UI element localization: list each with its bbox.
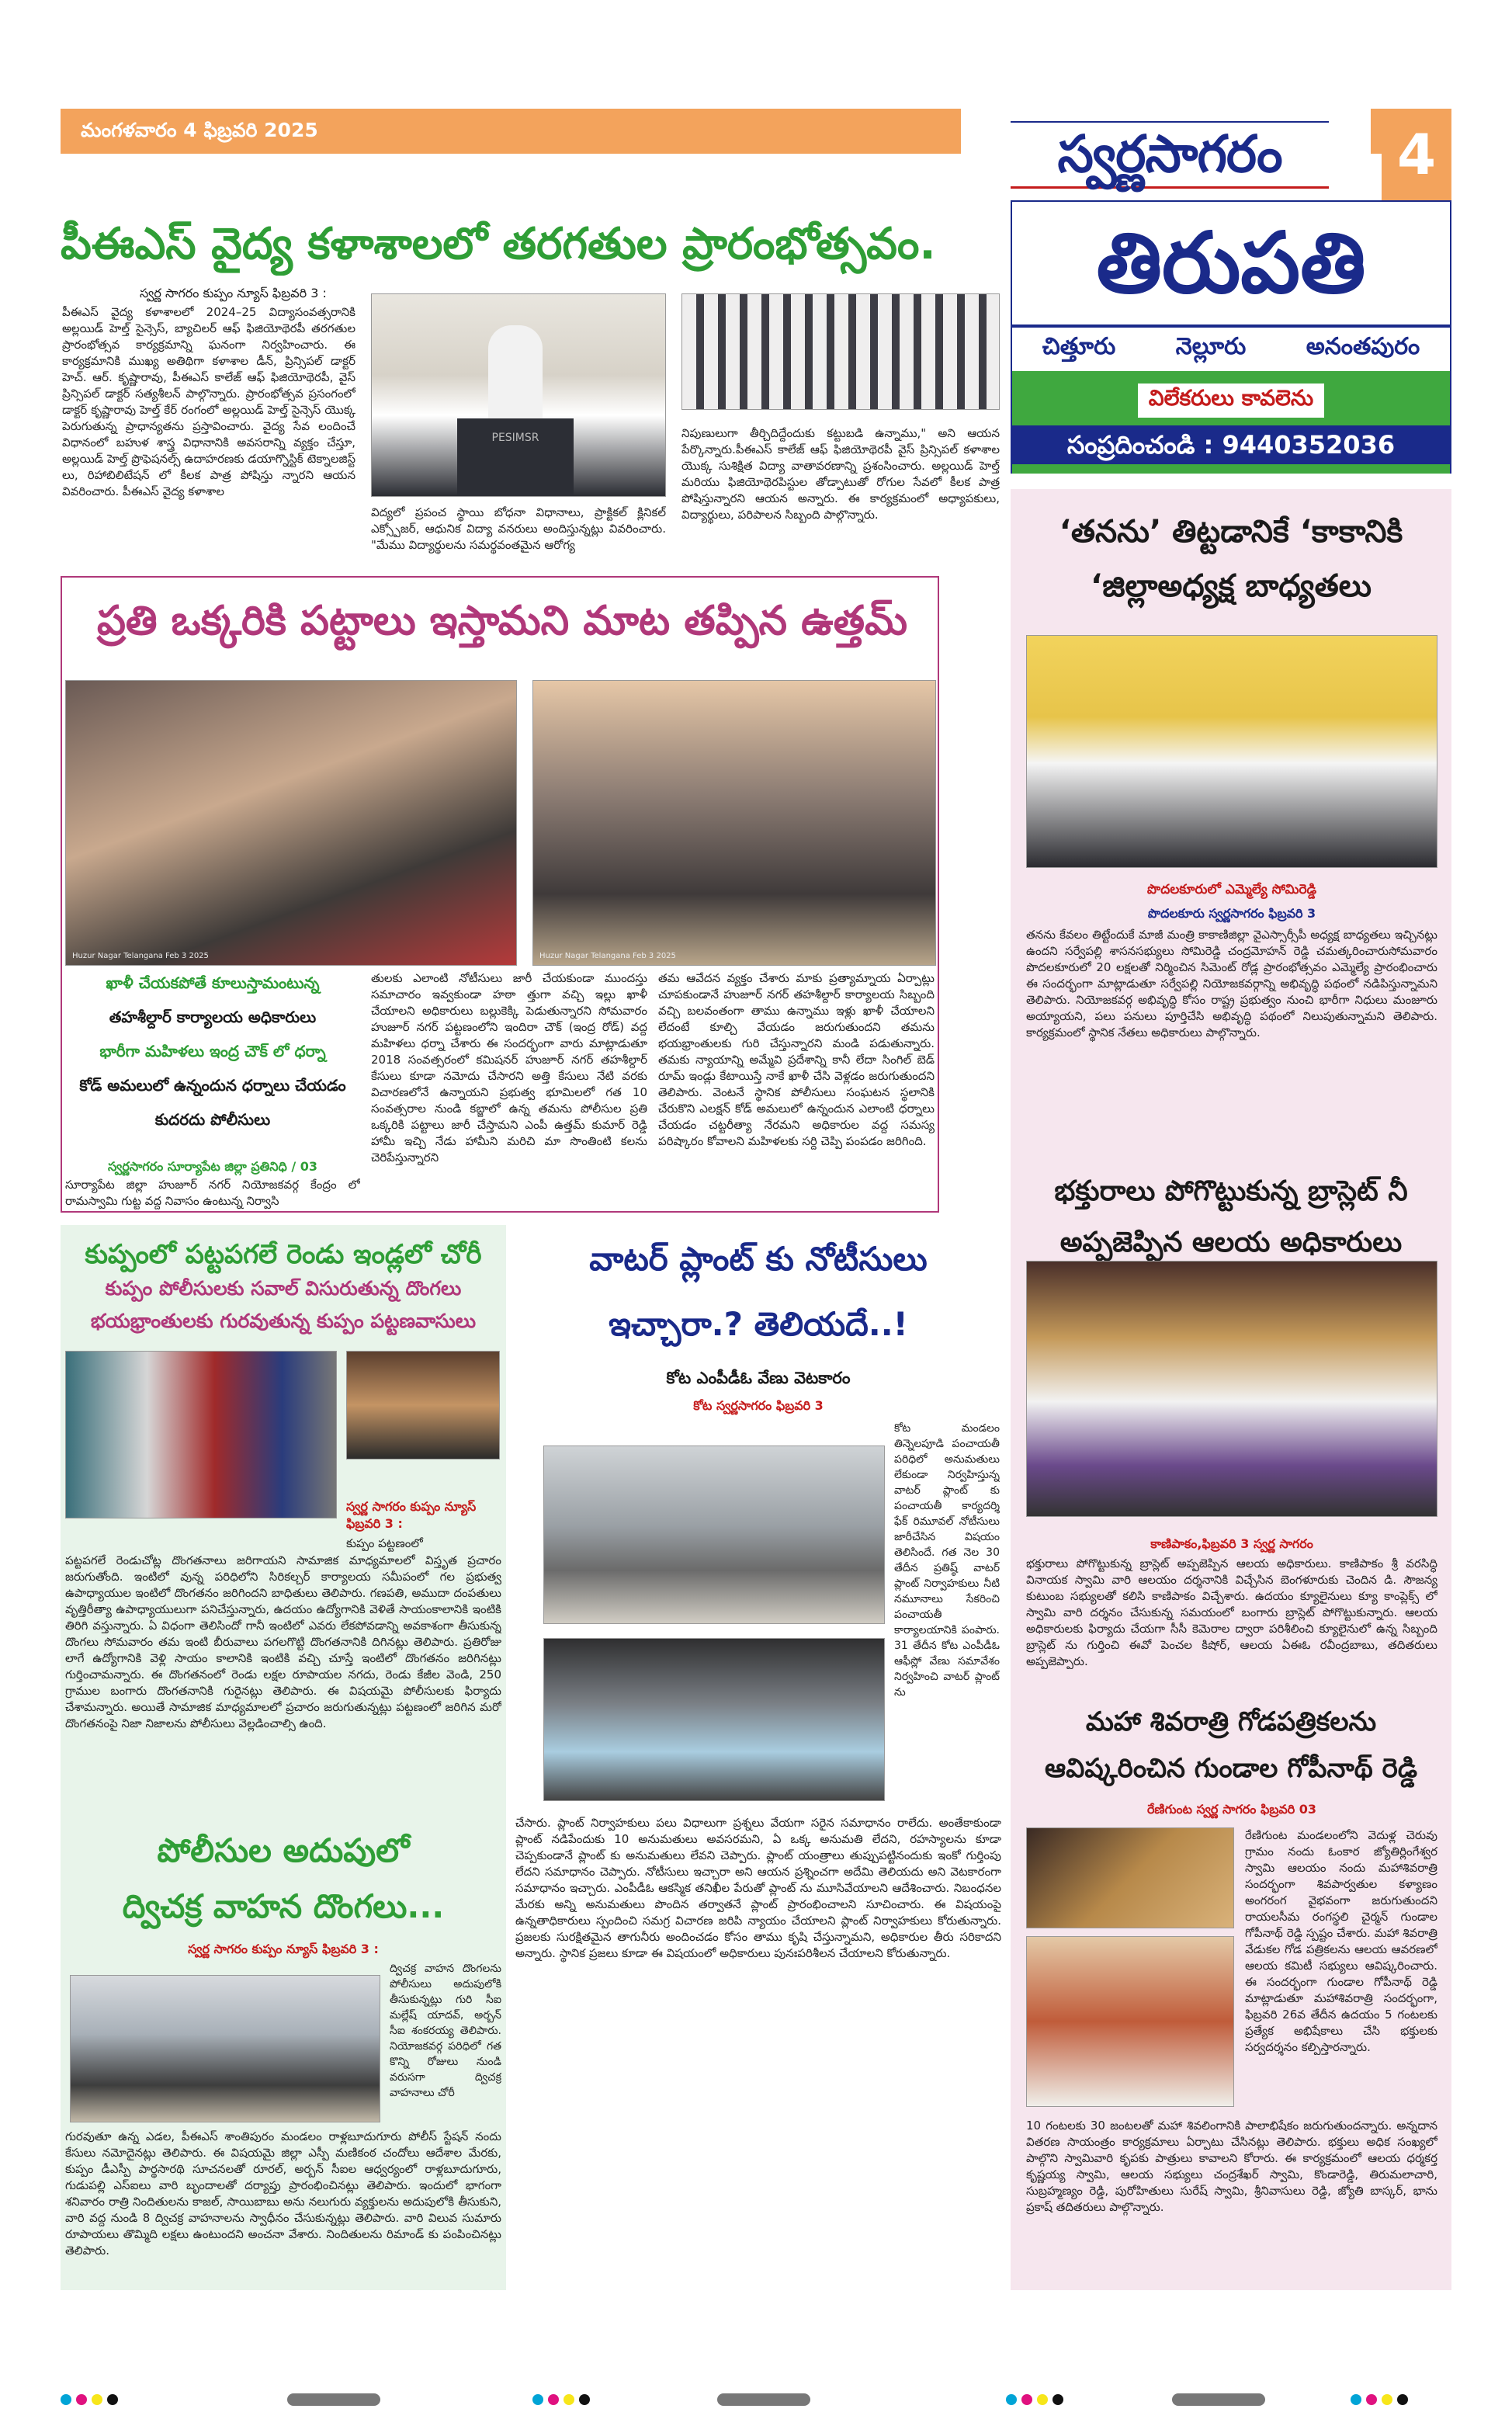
article3-dateline: స్వర్ణ సాగరం కుప్పం న్యూస్ ఫిబ్రవరి 3 : [346,1499,477,1531]
article8-photo-1 [1026,1827,1234,1928]
article3-photo-1 [65,1351,337,1518]
yellow-dot [92,2394,102,2405]
article5-body: చేసారు. ప్లాంట్ నిర్వాహకులు పలు విధాలుగా ప్రశ్నలు వేయగా సరైన సమాధానం రాలేదు. అంతేకాకుండా ప్లాంట్ నడిపేందుకు 10 అనుమతులు అవసరమని, ఏ ఒక్క అనుమతి లేదని, రహస్యాలను కూడా చెప్పకుండానే ప్లాంట్ కు అనుమతులు లేవని చెప్పారు. ప్లాంట్ యంత్రాలు తుప్పుపట్టినందుకు ఇంకో గుర్తింపు లేదని సమాధానం చెప్పారు. నోటీసులు ఇచ్చారా అని ఆయన ప్రశ్నించగా అదేమి తెలియదు అని వెటకారంగా సమాధానం ఇచ్చారు. ఎంపీడీఓ ఆకస్మిక తనిఖీల పేరుతో ప్లాంట్ ను మూసివేయాలని ఆదేశించారు. నిబంధనల మేరకు అన్ని అనుమతులు పొందిన తర్వాతనే ప్లాంట్ ప్రారంభించాలని సూచించారు. ఈ విషయంపై ఉన్నతాధికారులు స్పందించి సమగ్ర విచారణ జరిపి న్యాయం చేయాలని ప్లాంట్ నిర్వాహకులు కోరుతున్నారు. ప్రజలకు సురక్షితమైన తాగునీరు అందించడం కోసం తాము కృషి చేస్తున్నామని, అధికారుల తీరు సరికాదని అన్నారు. స్థానిక ప్రజలు కూడా ఈ విషయంలో అధికారులు పునఃపరిశీలన చేయాలని కోరుతున్నారు. [515,1816,1001,1960]
article2-photo-1 [65,680,517,966]
black-dot [1397,2394,1408,2405]
article3-photo-2 [346,1351,500,1459]
printer-bar-1 [287,2393,380,2406]
article2-col2: తులకు ఎలాంటి నోటీసులు జారీ చేయకుండా ముందస్తు సమాచారం ఇవ్వకుండా హఠా త్తుగా వచ్చి ఇల్లు ఖాళీ చేయాలని అధికారులు బల్లుకెక్కి పెడుతున్నారని సోమవారం హుజూర్ నగర్ పట్టణంలోని ఇందిరా చౌక్ (ఇంద్ర రోడ్) వద్ద మహిళలు ధర్నా చేశారు ఈ సందర్భంగా వారు మాట్లాడుతూ 2018 సంవత్సరంలో కమిషనర్ హుజూర్ నగర్ తహశీల్దార్ కేసులు కూడా నమోదు చేసారని అత్తి కేసులు నేటి వరకు విచారణలోనే ఉన్నాయని ప్రభుత్వ భూమిలలో గత 10 సంవత్సరాల నుండి కబ్జాలో ఉన్న తమను పోలీసుల ప్రతి ఒక్కరికి పట్టాలు జారీ చేస్తామని ఎంపీ ఉత్తమ్ కుమార్ రెడ్డి హామీ ఇచ్చి నేడు హామీని మరిచి మా సొంతింటి కలను చెరిపేస్తున్నారని [371,971,647,1164]
article6-dateline: పొదలకూరు స్వర్ణసాగరం ఫిబ్రవరి 3 [1147,906,1316,921]
article8-col-right: రేణిగుంట మండలంలోని వెదుళ్ల చెరువు గ్రామం నందు ఓంకార జ్యోతిర్లింగేశ్వర స్వామి ఆలయం నందు మహాశివరాత్రి సందర్భంగా శివపార్వతుల కళ్యాణం అంగరంగ వైభవంగా జరుగుతుందని రాయలసీమ రంగస్థలి చైర్మన్ గుండాల గోపీనాథ్ రెడ్డి స్పష్టం చేశారు. మహా శివరాత్రి వేడుకల గోడ పత్రికలను ఆలయ ఆవరణలో ఆలయ కమిటీ సభ్యులు ఆవిష్కరించారు. ఈ సందర్భంగా గుండాల గోపీనాథ్ రెడ్డి మాట్లాడుతూ మహాశివరాత్రి సందర్భంగా, ఫిబ్రవరి 26వ తేదీన ఉదయం 5 గంటలకు ప్రత్యేక అభిషేకాలు చేసి భక్తులకు సర్వదర్శనం కల్పిస్తారన్నారు. [1245,1828,1437,2054]
article6-photo [1026,635,1437,868]
article5-headline-2: ఇచ్చారా.? తెలియదే..! [609,1305,908,1343]
subhead-4: కోడ్ అమలులో ఉన్నందున ధర్నాలు చేయడం [79,1076,346,1095]
ad-wanted: విలేకరులు కావలెను [1138,384,1324,418]
subhead-2: తహశీల్దార్ కార్యాలయ అధికారులు [109,1008,317,1026]
date-bar-right [1371,109,1382,154]
article4-photo [70,1975,380,2122]
article8-body: 10 గంటలకు 30 జంటలతో మహా శివలింగానికి పాలాభిషేకం జరుగుతుందన్నారు. అన్నదాన వితరణ సాయంత్రం కార్యక్రమాలు ఏర్పాటు చేసినట్లు తెలిపారు. భక్తులు అధిక సంఖ్యలో పాల్గొని స్వామివారి కృపకు పాత్రులు కావాలని కోరారు. ఈ కార్యక్రమంలో ఆలయ ధర్మకర్త కృష్ణయ్య స్వామి, ఆలయ సభ్యులు చంద్రశేఖర్ స్వామి, కొండారెడ్డి, తిరుమలాచారి, సుబ్రహ్మణ్యం రెడ్డి, పురోహితులు సురేష్ స్వామి, శ్రీనివాసులు రెడ్డి, జ్యోతి బాస్కర్, భాను ప్రకాష్ తదితరులు పాల్గొన్నారు. [1026,2119,1437,2214]
photo-2-stamp: Huzur Nagar Telangana Feb 3 2025 [539,952,676,960]
article2-col3: తమ ఆవేదన వ్యక్తం చేశారు మాకు ప్రత్యామ్నాయ ఏర్పాట్లు చూపకుండానే హుజూర్ నగర్ తహశీల్దార్ కార్యాలయ సిబ్బంది వచ్చి బలవంతంగా తాము ఉన్నాము ఇళ్లు ఖాళీ చేయాలని లేదంటే కూల్చి వేయడం జరుగుతుందని తమను భయభ్రాంతులకు గురి చేస్తున్నారని మండి పడుతున్నారు. తమకు న్యాయాన్ని అమ్మేవి ప్రదేశాన్ని కానీ లేదా సింగిల్ బెడ్ రూమ్ ఇండ్లు కేటాయిస్తే నాకే ఖాళీ చేసి వెళ్లడం జరుగుతుందని తెలిపారు. వెంటనే స్థానిక పోలీసులు సంఘటన స్థలానికి చేరుకొని ఎలక్షన్ కోడ్ అమలులో ఉన్నందున ఎలాంటి ధర్నాలు చేయడం చట్టరీత్యా నేరమని అధికారుల వద్ద సమస్య పరిష్కారం కోవాలని మహిళలకు సర్ది చెప్పి పంపడం జరిగింది. [658,971,935,1148]
ad-wanted-band [1012,371,1450,474]
article5-col-right: కోట మండలం తిన్నెలపూడి పంచాయతీ పరిధిలో అనుమతులు లేకుండా నిర్వహిస్తున్న వాటర్ ప్లాంట్ కు పంచాయతీ కార్యదర్శి ఫేక్ రిమూవల్ నోటీసులు జారీచేసిన విషయం తెలిసిందే. గత నెల 30 తేదీన ప్రతిష్ఠ్ వాటర్ ప్లాంట్ నిర్వాహకులు నీటి నమూనాలు సేకరించి పంచాయతీ కార్యాలయానికి పంపారు. 31 తేదీన కోట ఎంపీడీఓ ఆఫీస్లో వేణు సమావేశం నిర్వహించి వాటర్ ప్లాంట్ ను [894,1422,1000,1699]
magenta-dot [76,2394,87,2405]
cyan-dot [532,2394,543,2405]
article7-dateline: కాణిపాకం,ఫిబ్రవరి 3 స్వర్ణ సాగరం [1150,1536,1313,1551]
page-number-box [1382,109,1451,200]
article1-photo-2 [681,293,1000,410]
ad-districts [1012,325,1450,371]
magenta-dot [1366,2394,1377,2405]
speaker [488,325,543,418]
cyan-dot [1006,2394,1017,2405]
article4-col-right: ద్విచక్ర వాహన దొంగలను పోలీసులు అదుపులోకి తీసుకున్నట్లు గురి సీఐ మల్లేష్ యాదవ్, అర్బన్ సీఐ శంకరయ్య తెలిపారు. నియోజకవర్గ పరిధిలో గత కొన్ని రోజులు నుండి వరుసగా ద్విచక్ర వాహనాలు చోరీ [390,1963,501,2099]
district-3: అనంతపురం [1306,333,1420,360]
article5-photo-1 [543,1446,885,1624]
article3-lead: కుప్పం పట్టణంలో [346,1536,423,1550]
subhead-5: కుదరదు పోలీసులు [154,1110,271,1129]
article2-dateline: స్వర్ణసాగరం సూర్యాపేట జిల్లా ప్రతినిధి / 03 [107,1159,318,1174]
article8-photo-2 [1026,1936,1234,2107]
article1-col2: విద్యలో ప్రపంచ స్థాయి బోధనా విధానాలు, ప్రాక్టికల్ క్లినికల్ ఎక్స్పోజర్, ఆధునిక విద్యా వనరులు అందిస్తున్నట్లు వివరించారు. "మేము విద్యార్థులను సమర్థవంతమైన ఆరోగ్య [371,505,666,552]
article4-dateline: స్వర్ణ సాగరం కుప్పం న్యూస్ ఫిబ్రవరి 3 : [188,1942,379,1956]
black-dot [1053,2394,1063,2405]
ad-contact: సంప్రదించండి : 9440352036 [1012,425,1450,464]
article3-body: పట్టపగలే రెండుచోట్ల దొంగతనాలు జరిగాయని సామాజిక మాధ్యమాలలో విస్తృత ప్రచారం జరుగుతోంది. ఇంటిలో వున్న పరిధిలోని సిరికల్చర్ కార్యాలయ సమీపంలో గల ప్రభుత్వ ఉపాధ్యాయుల ఇంటిలో దొంగతనం జరిగిందని బాధితులు తెలిపారు. గణపతి, అముదా దంపతులు వృత్తిరీత్యా ఉపాధ్యాయులుగా పనిచేస్తున్నారు, ఉదయం ఉద్యోగానికి వెళితే సాయంకాలానికి ఇంటికి తిరిగి వస్తున్నారు. ఏ విధంగా తెలిసిందో గానీ ఇంటిలో ఎవరు లేకపోవడాన్ని అవకాశంగా తీసుకున్న దొంగలు సోమవారం తమ ఇంటి బీరువాలు పగలగొట్టి దొంగతనానికి దిగినట్లు తెలిపారు. ప్రతిరోజు లాగే ఉద్యోగానికి వెళ్లి సాయం కాలానికి ఇంటికి వచ్చి చూస్తే ఇంటిలో దొంగతనం జరిగినట్లు గుర్తించామన్నారు. ఈ దొంగతనంలో రెండు లక్షల రూపాయల నగదు, రెండు కేజీల వెండి, 250 గ్రాముల బంగారు దొంగతనానికి గురైనట్లు తెలిపారు. ఈ విషయమై పోలీసులకు ఫిర్యాదు చేశామన్నారు. అయితే సామాజిక మాధ్యమాలలో ప్రచారం జరుగుతున్నట్లు పట్టణంలో జరిగిన మరో దొంగతనంపై నిజా నిజాలను పోలీసులు వెల్లడించాల్సి ఉంది. [65,1553,501,1730]
article4-headline-2: ద్విచక్ర వాహన దొంగలు... [122,1887,445,1925]
printer-marks-3 [1006,2394,1063,2405]
article8-headline-2: ఆవిష్కరించిన గుండాల గోపీనాథ్ రెడ్డి [1045,1753,1417,1784]
article7-headline-2: అప్పజెప్పిన ఆలయ అధికారులు [1059,1227,1403,1258]
article6-body: తనను కేవలం తిట్టేందుకే మాజీ మంత్రి కాకాణిజిల్లా వైఎస్సార్సీపీ అధ్యక్ష బాధ్యతలు ఇచ్చినట్లు ఉందని సర్వేపల్లి శాసనసభ్యులు సోమిరెడ్డి చంద్రమోహన్ రెడ్డి చమత్కరించారుసోమవారం పొదలకూరులో 20 లక్షలతో నిర్మించిన సిమెంట్ రోడ్ల ప్రారంభోత్సవం ఎమ్మెల్యే ప్రారంభించారు ఈ సందర్భంగా మాట్లాడుతూ సర్వేపల్లి నియోజకవర్గాన్ని అభివృద్ధి పథంలో నడిపిస్తున్నామని తెలిపారు. నియోజకవర్గ అభివృద్ధి కోసం రాష్ట్ర ప్రభుత్వం నుంచి భారీగా నిధులు మంజూరు అయ్యాయని, పలు పనులు పూర్తిచేసి అభివృద్ధి పథంలో నిలుపుతున్నామని తెలిపారు. కార్యక్రమంలో స్థానిక నేతలు అధికారులు పాల్గొన్నారు. [1026,928,1437,1039]
logo-tagline [1011,109,1329,123]
article5-headline [515,1227,1001,1357]
article7-headline-1: భక్తురాలు పోగొట్టుకున్న బ్రాస్లెట్ నీ [1054,1175,1408,1207]
article7-headline [1017,1166,1445,1269]
printer-bar-3 [1172,2393,1265,2406]
article6-headline-1: ‘తనను’ తిట్టడానికే ‘కాకానికి [1059,514,1403,550]
district-1: చిత్తూరు [1042,333,1116,360]
podium: PESIMSR [457,418,574,496]
article3-sub2: భయభ్రాంతులకు గురవుతున్న కుప్పం పట్టణవాసులు [90,1310,477,1332]
article8-dateline: రేణిగుంట స్వర్ణ సాగరం ఫిబ్రవరి 03 [1146,1802,1317,1817]
article1-col3: నిపుణులుగా తీర్చిదిద్దేందుకు కట్టుబడి ఉన్నాము," అని ఆయన పేర్కొన్నారు.పీఈఎస్ కాలేజ్ ఆఫ్ ఫిజియోథెరపీ వైస్ ప్రిన్సిపల్ కళాశాల యొక్క సుశిక్షిత విద్యా వాతావరణాన్ని ప్రశంసించారు. అల్లయిడ్ హెల్త్ మరియు ఫిజియోథెరపిస్టుల తోడ్పాటుతో రోగుల సేవలో కీలక పాత్ర పోషిస్తున్నారని ఆయన అన్నారు. ఈ కార్యక్రమంలో అధ్యాపకులు, విద్యార్థులు, పరిపాలన సిబ్బంది పాల్గొన్నారు. [681,426,1000,522]
cyan-dot [1351,2394,1361,2405]
article6-headline-2: ‘జిల్లాఅధ్యక్ష బాధ్యతలు [1091,568,1372,604]
article1-dateline: స్వర్ణ సాగరం కుప్పం న్యూస్ ఫిబ్రవరి 3 : [140,286,327,300]
article2-headline: ప్రతి ఒక్కరికి పట్టాలు ఇస్తామని మాట తప్పిన ఉత్తమ్ [96,598,908,644]
article7-photo [1026,1261,1437,1517]
subhead-1: ఖాళీ చేయకపోతే కూలుస్తామంటున్న [106,974,320,992]
logo-underline [1011,186,1329,189]
date-bar [61,109,961,154]
article3-headline: కుప్పంలో పట్టపగలే రెండు ఇండ్లలో చోరీ [85,1239,482,1270]
article3-sub1: కుప్పం పోలీసులకు సవాల్ విసురుతున్న దొంగలు [105,1277,462,1300]
subhead-3: భారీగా మహిళలు ఇంద్ర చౌక్ లో ధర్నా [99,1042,326,1060]
yellow-dot [1037,2394,1048,2405]
article4-headline-1: పోలీసుల అదుపులో [157,1831,410,1869]
yellow-dot [1382,2394,1392,2405]
ad-city: తిరుపతి [1096,215,1366,312]
article5-photo-2 [543,1638,885,1801]
article1-photo-1 [371,293,666,497]
article4-headline [65,1823,501,1935]
ad-tirupati [1011,200,1451,474]
article4-body: గురవుతూ ఉన్న ఎడల, పీఈఎస్ శాంతిపురం మండలం రాళ్లబూదుగూరు పోలీస్ స్టేషన్ నందు కేసులు నమోదైనట్లు తెలిపారు. ఈ విషయమై జిల్లా ఎస్పీ మణికంఠ చందోలు ఆదేశాల మేరకు, కుప్పం డీఎస్పీ పార్థసారథి సూచనలతో రూరల్, అర్బన్ సీఐల ఆధ్వర్యంలో రాళ్లబూదుగూరు, గుడుపల్లి ఎస్ఐలు వారి బృందాలతో దర్యాప్తు ప్రారంభించినట్లు తెలిపారు. ఇందులో భాగంగా శనివారం రాత్రి నిందితులను కాజల్, సాయిబాబు అను నలుగురు వ్యక్తులను అదుపులోకి తీసుకుని, వారి వద్ద నుండి 8 ద్విచక్ర వాహనాలను స్వాధీనం చేసుకున్నట్లు తెలిపారు. వారి విలువ సుమారు రూపాయలు తొమ్మిది లక్షలు ఉంటుందని అంచనా వేశారు. నిందితులను రిమాండ్ కు పంపించినట్లు తెలిపారు. [65,2129,501,2258]
article5-byline: కోట ఎంపీడీఓ వేణు వెటకారం [666,1369,851,1387]
paper-logo [980,109,1360,200]
article1-headline: పీఈఎస్ వైద్య కళాశాలలో తరగతుల ప్రారంభోత్సవం. [61,219,936,269]
printer-marks-4 [1351,2394,1408,2405]
paper-name: స్వర్ణసాగరం [1057,123,1282,184]
article8-headline-1: మహా శివరాత్రి గోడపత్రికలను [1085,1706,1377,1737]
black-dot [107,2394,118,2405]
yellow-dot [564,2394,574,2405]
article7-body: భక్తురాలు పోగొట్టుకున్న బ్రాస్లెట్ అప్పజెప్పిన ఆలయ అధికారులు. కాణిపాకం శ్రీ వరసిద్ధి వినాయక స్వామి వారి ఆలయం దర్శనానికి విచ్చేసిన బెంగళూరుకు చెందిన డి. సౌజన్య కుటుంబ సభ్యులతో కలిసి కాణిపాకం విచ్చేశారు. ఉదయం క్యూలైనులు క్యూ కాంప్లెక్స్ లో స్వామి వారి దర్శనం చేసుకున్న సమయంలో బంగారు బ్రాస్లెట్ పోగొట్టుకున్నారు. ఆలయ అధికారులకు ఫిర్యాదు చేయగా సీసీ కెమెరాల ద్వారా పరిశీలించి క్యూలైనులో ఉన్న సిబ్బంది బ్రాస్లెట్ ను గుర్తించి ఈవో పెంచల కిషోర్, ఆలయ ఏఈఓ రవీంద్రబాబు, తదితరులు అప్పజెప్పారు. [1026,1557,1437,1668]
article2-photo-2 [532,680,936,966]
article6-headline [1017,505,1445,613]
printer-bar-2 [717,2393,810,2406]
article8-headline [1017,1699,1445,1792]
printer-marks-2 [532,2394,590,2405]
page-number: 4 [1396,122,1437,187]
article2-subheads [65,966,360,1155]
district-2: నెల్లూరు [1175,333,1247,360]
article2-col1: సూర్యాపేట జిల్లా హుజూర్ నగర్ నియోజకవర్గ కేంద్రం లో రామస్వామి గుట్ట వద్ద నివాసం ఉంటున్న నిర్వాసి [65,1178,360,1208]
article5-dateline: కోట స్వర్ణసాగరం ఫిబ్రవరి 3 [693,1398,824,1413]
article1-col1: పీఈఎస్ వైద్య కళాశాలలో 2024–25 విద్యాసంవత్సరానికి అల్లయిడ్ హెల్త్ సైన్సెస్, బ్యాచిలర్ ఆఫ్ ఫిజియోథెరపీ తరగతుల ప్రారంభోత్సవ కార్యక్రమాన్ని ఘనంగా నిర్వహించారు. ఈ కార్యక్రమానికి ముఖ్య అతిథిగా కళాశాల డీన్, ప్రిన్సిపల్ డాక్టర్ హెచ్. ఆర్. కృష్ణారావు, పీఈఎస్ కాలేజ్ ఆఫ్ ఫిజియోథెరపీ, వైస్ ప్రిన్సిపల్ డాక్టర్ సత్యశీలన్ పాల్గొన్నారు. ప్రారంభోత్సవ ప్రసంగంలో డాక్టర్ కృష్ణారావు హెల్త్ కేర్ రంగంలో అల్లయిడ్ హెల్త్ సైన్సెస్ యొక్క పెరుగుతున్న ప్రాధాన్యతను ప్రస్తావించారు. వైద్య సేవ లందించే విధానంలో బహుళ శాస్త్ర విధానానికి అవసరాన్ని వ్యక్తం చేస్తూ, అల్లయిడ్ హెల్త్ ప్రొఫెషనల్స్ ఉదాహరణకు డయాగ్నొస్టిక్ టెక్నాలజిస్ట్ లు, రిహాబిలిటేషన్ లో కీలక పాత్ర పోషిస్తు న్నారని ఆయన వివరించారు. పీఈఎస్ వైద్య కళాశాల [62,305,355,498]
magenta-dot [1021,2394,1032,2405]
printer-marks-1 [61,2394,118,2405]
article5-headline-1: వాటర్ ప్లాంట్ కు నోటీసులు [589,1240,928,1278]
article6-caption: పొదలకూరులో ఎమ్మెల్యే సోమిరెడ్డి [1146,882,1317,897]
black-dot [579,2394,590,2405]
issue-date: మంగళవారం 4 ఫిబ్రవరి 2025 [81,119,318,141]
photo-1-stamp: Huzur Nagar Telangana Feb 3 2025 [72,952,209,960]
magenta-dot [548,2394,559,2405]
cyan-dot [61,2394,71,2405]
